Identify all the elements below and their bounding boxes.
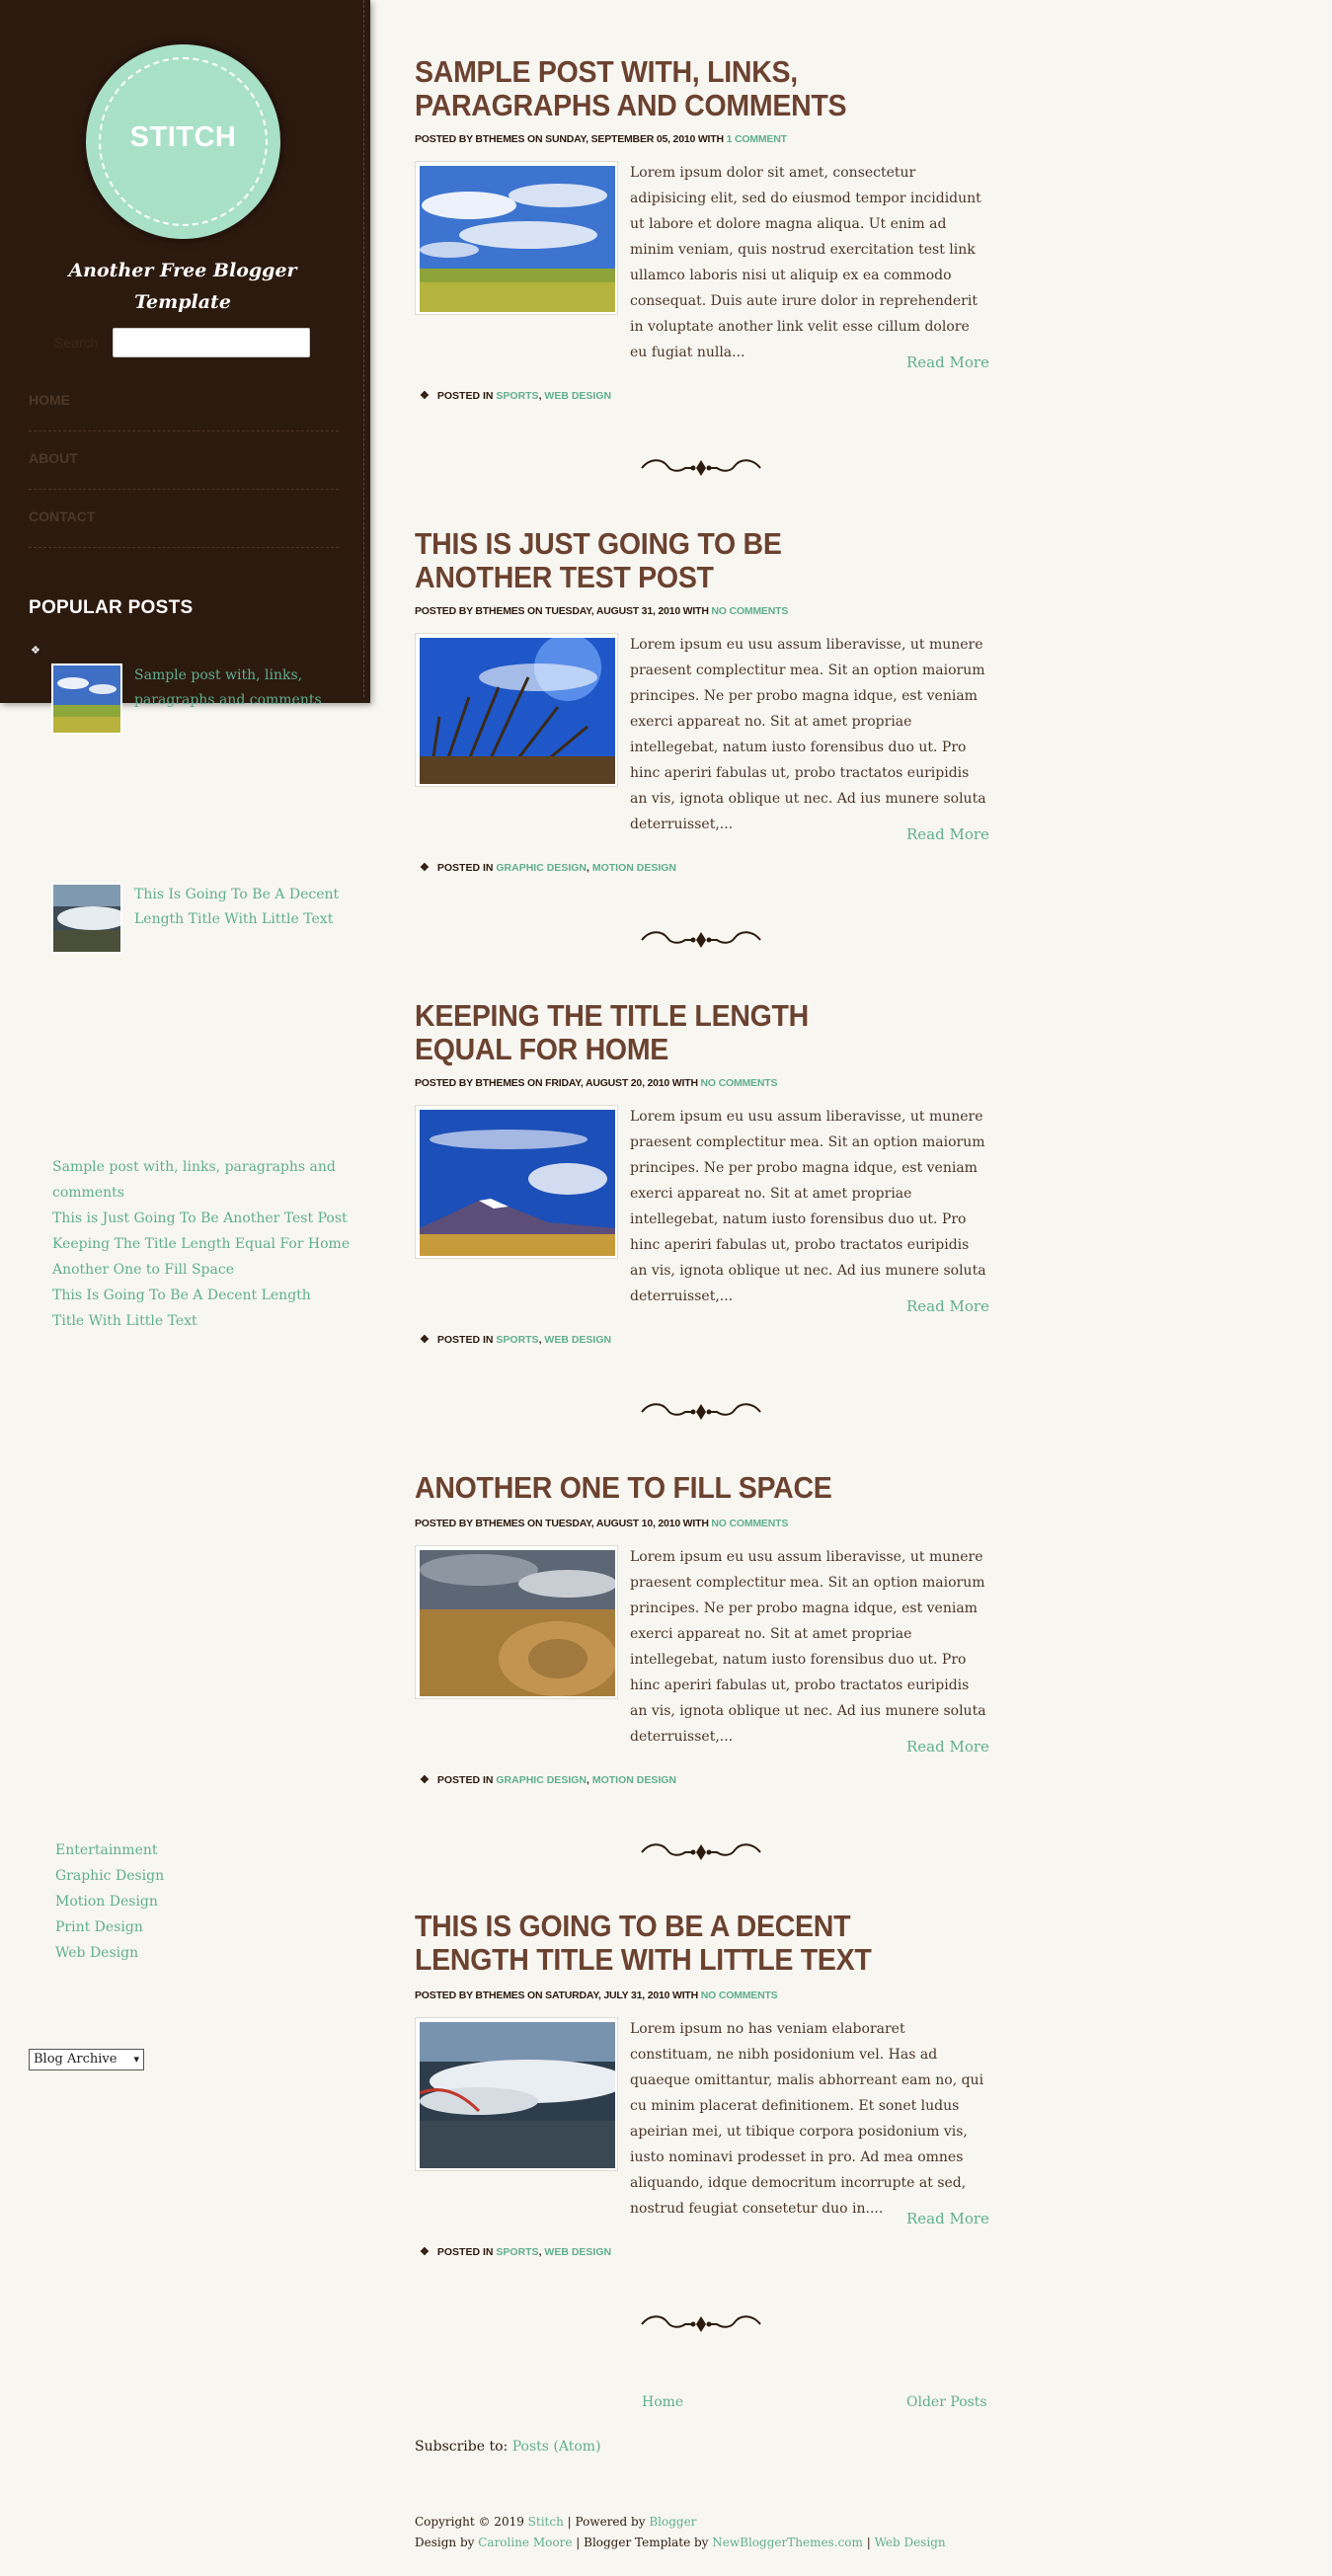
hay-bale-image — [420, 1550, 615, 1696]
ornament-divider-icon — [640, 928, 762, 952]
comments-link[interactable]: NO COMMENTS — [700, 1077, 778, 1089]
sidebar — [0, 0, 370, 703]
post-meta-4 — [415, 1518, 788, 1529]
comments-link[interactable]: NO COMMENTS — [711, 1518, 789, 1529]
ornament-divider-icon — [640, 456, 762, 480]
label-link[interactable]: GRAPHIC DESIGN — [496, 1774, 587, 1786]
subscribe-label: Subscribe to: — [415, 2439, 509, 2455]
post-meta-5 — [415, 1990, 777, 2001]
bullet-icon: ❖ — [420, 2246, 430, 2258]
post-thumb-3[interactable] — [415, 1105, 618, 1259]
post-labels-2: ❖ POSTED IN GRAPHIC DESIGN, MOTION DESIGN — [420, 862, 676, 874]
label-link-graphic-design[interactable]: Graphic Design — [55, 1868, 165, 1884]
blog-archive-value: Blog Archive — [34, 2052, 118, 2067]
meta-with: WITH — [682, 605, 709, 617]
bullet-icon: ❖ — [420, 1334, 430, 1346]
nav-about-label[interactable]: ABOUT — [29, 450, 78, 466]
post-excerpt-4: Lorem ipsum eu usu assum liberavisse, ut munere praesent complectitur mea. Sit an option maiorum principes. Ne per probo magna idque, est veniam exerci appareat no. Sit at amet propriae intellegebat, natum iusto forensibus duo ut. Pro hinc aperiri fabulas ut, probo tractatos euripidis an vis, ignota oblique ut nec. Ad ius munere soluta deterruisset,... — [630, 1549, 986, 1745]
label-link[interactable]: MOTION DESIGN — [591, 1774, 676, 1786]
comments-link[interactable]: NO COMMENTS — [700, 1990, 778, 2001]
posted-in: POSTED IN — [436, 2246, 494, 2258]
nav-contact-label[interactable]: CONTACT — [29, 508, 96, 524]
post-title-5[interactable]: THIS IS GOING TO BE A DECENT LENGTH TITLE WITH LITTLE TEXT — [415, 1909, 872, 1977]
post-thumb-1[interactable] — [415, 161, 618, 315]
label-link-print-design[interactable]: Print Design — [55, 1919, 143, 1935]
blog-archive-select[interactable] — [29, 2049, 144, 2070]
meta-with: WITH — [697, 133, 724, 145]
footer-separator: | — [866, 2536, 871, 2549]
ornament-divider-icon — [640, 1400, 762, 1424]
footer-site-link[interactable]: Stitch — [527, 2515, 564, 2529]
copyright-text: Copyright © 2019 — [415, 2515, 524, 2529]
label-link-web-design[interactable]: Web Design — [55, 1945, 139, 1961]
read-more-link-3[interactable]: Read More — [906, 1297, 989, 1315]
post-excerpt-5: Lorem ipsum no has veniam elaboraret constituam, ne nibh posidonium vel. Has ad quaeque omittantur, malis abhorreant eam no, qui cu minim placerat definitionem. Et sonet ludus apeirian mei, ut tibique corpora posidonium vis, iusto nominavi prodesset in pro. Ad mea omnes aliquando, idque democritum incorrupte at sed, nostrud feugiat consetetur duo in.... — [630, 2021, 984, 2217]
meta-prefix: POSTED BY BTHEMES ON — [415, 1518, 543, 1529]
label-link[interactable]: WEB DESIGN — [544, 390, 612, 402]
bullet-icon: ❖ — [420, 390, 430, 402]
meta-with: WITH — [671, 1077, 698, 1089]
ornament-divider-icon — [640, 2312, 762, 2336]
label-link-motion-design[interactable]: Motion Design — [55, 1894, 158, 1910]
label-link[interactable]: SPORTS — [496, 390, 539, 402]
recent-link-5[interactable]: This Is Going To Be A Decent Length Title With Little Text — [52, 1288, 311, 1329]
post-date: SUNDAY, SEPTEMBER 05, 2010 — [545, 133, 696, 145]
chevron-down-icon: ▾ — [133, 2053, 139, 2066]
posted-in: POSTED IN — [436, 862, 494, 874]
post-excerpt-1: Lorem ipsum dolor sit amet, consectetur adipisicing elit, sed do eiusmod tempor incididunt ut labore et dolore magna aliqua. Ut enim ad minim veniam, quis nostrud exercitation test link ullamco laboris nisi ut aliquip ex ea commodo consequat. Duis aute irure dolor in reprehenderit in voluptate another link velit esse cillum dolore eu fugiat nulla... — [630, 165, 981, 360]
designer-link[interactable]: Caroline Moore — [478, 2536, 573, 2549]
fog-image — [53, 885, 120, 952]
bullet-icon: ❖ — [420, 862, 430, 874]
subscribe-line — [415, 2439, 601, 2455]
label-link[interactable]: MOTION DESIGN — [591, 862, 676, 874]
post-labels-5: ❖ POSTED IN SPORTS, WEB DESIGN — [420, 2246, 612, 2258]
post-labels-4: ❖ POSTED IN GRAPHIC DESIGN, MOTION DESIGN — [420, 1774, 676, 1786]
subscribe-atom-link[interactable]: Posts (Atom) — [511, 2439, 601, 2455]
nav-home[interactable] — [29, 373, 339, 431]
design-by-text: Design by — [415, 2536, 475, 2549]
search-label: Search — [54, 335, 99, 351]
label-link[interactable]: GRAPHIC DESIGN — [496, 862, 587, 874]
wheat-sky-image — [420, 638, 615, 784]
popular-posts-heading: POPULAR POSTS — [29, 597, 194, 618]
bullet-icon: ❖ — [420, 1774, 430, 1786]
popular-post-link-1[interactable]: Sample post with, links, paragraphs and comments — [134, 667, 322, 708]
meta-with: WITH — [682, 1518, 709, 1529]
post-date: FRIDAY, AUGUST 20, 2010 — [545, 1077, 670, 1089]
recent-link-4[interactable]: Another One to Fill Space — [52, 1262, 234, 1278]
recent-link-1[interactable]: Sample post with, links, paragraphs and comments — [52, 1159, 336, 1201]
label-link[interactable]: SPORTS — [496, 1334, 539, 1346]
post-title-4[interactable]: ANOTHER ONE TO FILL SPACE — [415, 1470, 832, 1505]
post-date: TUESDAY, AUGUST 31, 2010 — [545, 605, 680, 617]
post-meta-1 — [415, 133, 787, 145]
post-excerpt-2: Lorem ipsum eu usu assum liberavisse, ut munere praesent complectitur mea. Sit an option maiorum principes. Ne per probo magna idque, est veniam exerci appareat no. Sit at amet propriae intellegebat, natum iusto forensibus duo ut. Pro hinc aperiri fabulas ut, probo tractatos euripidis an vis, ignota oblique ut nec. Ad ius munere soluta deterruisset,... — [630, 637, 986, 832]
comments-link[interactable]: 1 COMMENT — [726, 133, 787, 145]
ornament-divider-icon — [640, 1840, 762, 1864]
post-labels-3: ❖ POSTED IN SPORTS, WEB DESIGN — [420, 1334, 612, 1346]
label-link-entertainment[interactable]: Entertainment — [55, 1842, 158, 1858]
post-thumb-4[interactable] — [415, 1545, 618, 1699]
meta-with: WITH — [672, 1990, 699, 2001]
nav-about[interactable] — [29, 431, 339, 490]
meta-prefix: POSTED BY BTHEMES ON — [415, 1077, 543, 1089]
post-date: SATURDAY, JULY 31, 2010 — [545, 1990, 670, 2001]
search-input[interactable] — [113, 328, 310, 357]
field-sky-image — [420, 166, 615, 312]
popular-post-link-2[interactable]: This Is Going To Be A Decent Length Title With Little Text — [134, 887, 340, 927]
post-meta-3 — [415, 1077, 777, 1089]
post-title-3[interactable]: KEEPING THE TITLE LENGTH EQUAL FOR HOME — [415, 998, 810, 1066]
label-link[interactable]: SPORTS — [496, 2246, 539, 2258]
read-more-link-4[interactable]: Read More — [906, 1738, 989, 1756]
meta-prefix: POSTED BY BTHEMES ON — [415, 133, 543, 145]
footer-credits — [415, 2536, 946, 2549]
blog-tagline: Another Free Blogger Template — [68, 260, 297, 313]
nav-home-label[interactable]: HOME — [29, 392, 70, 408]
mountain-image — [420, 1110, 615, 1256]
blogger-link[interactable]: Blogger — [649, 2515, 697, 2529]
post-date: TUESDAY, AUGUST 10, 2010 — [545, 1518, 680, 1529]
posted-in: POSTED IN — [436, 1334, 494, 1346]
post-title-1[interactable]: SAMPLE POST WITH, LINKS, PARAGRAPHS AND COMMENTS — [415, 54, 847, 122]
meta-prefix: POSTED BY BTHEMES ON — [415, 605, 543, 617]
read-more-link-5[interactable]: Read More — [906, 2210, 989, 2227]
recent-link-2[interactable]: This is Just Going To Be Another Test Post — [52, 1210, 348, 1226]
popular-thumb-1[interactable] — [51, 664, 122, 735]
post-title-2[interactable]: THIS IS JUST GOING TO BE ANOTHER TEST POST — [415, 526, 782, 594]
meta-prefix: POSTED BY BTHEMES ON — [415, 1990, 543, 2001]
post-thumb-5[interactable] — [415, 2017, 618, 2171]
label-link[interactable]: WEB DESIGN — [544, 1334, 612, 1346]
label-link[interactable]: WEB DESIGN — [544, 2246, 612, 2258]
post-meta-2 — [415, 605, 788, 617]
footer-copyright — [415, 2515, 696, 2529]
post-excerpt-3: Lorem ipsum eu usu assum liberavisse, ut munere praesent complectitur mea. Sit an option maiorum principes. Ne per probo magna idque, est veniam exerci appareat no. Sit at amet propriae intellegebat, natum iusto forensibus duo ut. Pro hinc aperiri fabulas ut, probo tractatos euripidis an vis, ignota oblique ut nec. Ad ius munere soluta deterruisset,... — [630, 1109, 986, 1304]
landscape-image — [53, 665, 120, 733]
posted-in: POSTED IN — [436, 390, 494, 402]
powered-by-text: | Powered by — [567, 2515, 646, 2529]
comments-link[interactable]: NO COMMENTS — [711, 605, 789, 617]
popular-thumb-2[interactable] — [51, 883, 122, 954]
fog-bridge-image — [420, 2022, 615, 2168]
template-by-text: | Blogger Template by — [576, 2536, 709, 2549]
nav-contact[interactable] — [29, 490, 339, 548]
read-more-link-1[interactable]: Read More — [906, 353, 989, 371]
web-design-link[interactable]: Web Design — [874, 2536, 946, 2549]
post-labels-1: ❖ POSTED IN SPORTS, WEB DESIGN — [420, 390, 612, 402]
bullet-icon: ❖ — [31, 644, 40, 657]
blog-title[interactable]: STITCH — [129, 121, 237, 153]
older-posts-link[interactable]: Older Posts — [906, 2394, 987, 2410]
template-site-link[interactable]: NewBloggerThemes.com — [712, 2536, 863, 2549]
read-more-link-2[interactable]: Read More — [906, 825, 989, 843]
post-thumb-2[interactable] — [415, 633, 618, 787]
posted-in: POSTED IN — [436, 1774, 494, 1786]
blog-logo[interactable] — [86, 44, 280, 239]
recent-link-3[interactable]: Keeping The Title Length Equal For Home — [52, 1236, 351, 1252]
pager-home-link[interactable]: Home — [642, 2394, 684, 2410]
